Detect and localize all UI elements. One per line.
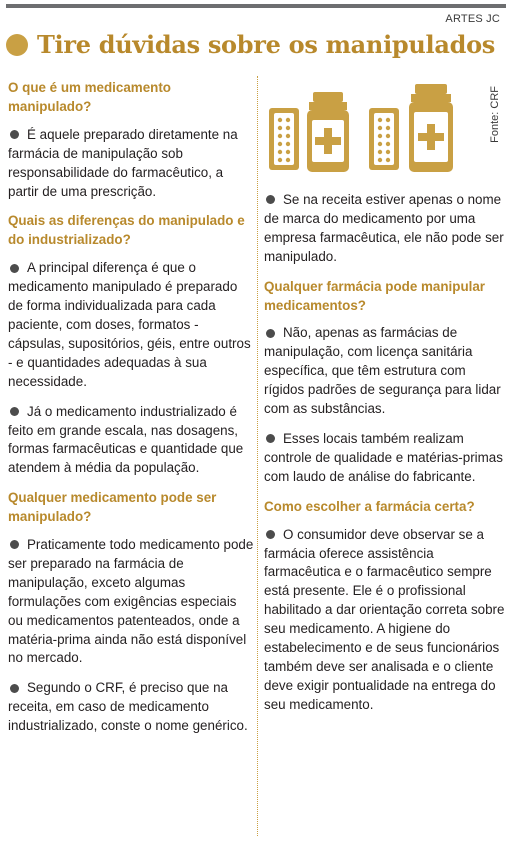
answer-paragraph [8,536,255,668]
credit-label: ARTES JC [445,13,500,25]
question-heading: Quais as diferenças do manipulado e do industrializado? [8,213,245,248]
answer-paragraph [264,430,506,487]
medicine-bottle-icon [409,84,453,172]
answer-text: Se na receita estiver apenas o nome de marca do medicamento por uma empresa farmacêutica, ele não pode ser manipulado. [264,192,504,264]
bullet-icon [10,407,19,416]
column-divider [257,76,258,836]
title-row [6,30,495,59]
answer-paragraph [8,679,255,736]
answer-text: Já o medicamento industrializado é feito em grande escala, nas dosagens, formas farmacêuticas e quantidade que atendem à média da população. [8,403,244,476]
source-label: Fonte: CRF [489,86,501,143]
bullet-icon [266,434,275,443]
answer-paragraph [8,403,255,479]
title-bullet-icon [6,34,28,56]
bullet-icon [266,195,275,204]
answer-text: Segundo o CRF, é preciso que na receita, em caso de medicamento industrializado, conste o nome genérico. [8,680,248,734]
pill-blister-pack-icon [369,108,399,170]
page-title: Tire dúvidas sobre os manipulados [37,30,495,59]
answer-paragraph [264,191,506,267]
answer-paragraph [264,526,506,715]
question-heading: Qualquer medicamento pode ser manipulado? [8,490,217,525]
question-heading: Qualquer farmácia pode manipular medicamentos? [264,278,486,313]
top-rule [6,4,506,8]
medicine-bottle-icon [307,92,349,172]
bullet-icon [266,530,275,539]
answer-text: Não, apenas as farmácias de manipulação, com licença sanitária específica, que têm estrutura com rígidos padrões de segurança para lidar com as substâncias. [264,325,501,417]
pill-blister-pack-icon [269,108,299,170]
bullet-icon [10,684,19,693]
bullet-icon [10,540,19,549]
answer-paragraph [8,259,255,391]
answer-text: Praticamente todo medicamento pode ser preparado na farmácia de manipulação, exceto algumas formulações com exigências especiais ou medicamentos patenteados, onde a matéria-prima ainda não está disponível no mercado. [8,537,254,666]
answer-text: O consumidor deve observar se a farmácia oferece assistência farmacêutica e o farmacêutico sempre está presente. Ele é o profissional habilitado a dar orientação correta sobre seu medicamento. A higiene do estabelecimento e de seus funcionários também deve ser analisada e o cliente deve exigir pontualidade na entrega do seu medicamento. [264,526,505,712]
answer-paragraph [264,324,506,419]
left-column [8,79,255,747]
bullet-icon [10,264,19,273]
medicine-illustration [265,80,485,182]
answer-paragraph [8,126,255,202]
bullet-icon [266,329,275,338]
bullet-icon [10,130,19,139]
question-heading: O que é um medicamento manipulado? [8,80,171,114]
question-heading: Como escolher a farmácia certa? [264,498,475,514]
answer-text: É aquele preparado diretamente na farmácia de manipulação sob responsabilidade do farmacêutico, a partir de uma prescrição. [8,126,238,199]
answer-text: A principal diferença é que o medicamento manipulado é preparado de forma individualizada para cada paciente, com doses, formatos - cápsulas, supositórios, géis, entre outros - e quantidades adequadas à sua necessidade. [8,260,251,389]
right-column [264,191,506,726]
answer-text: Esses locais também realizam controle de qualidade e matérias-primas com laudo de análise do fabricante. [264,430,503,484]
